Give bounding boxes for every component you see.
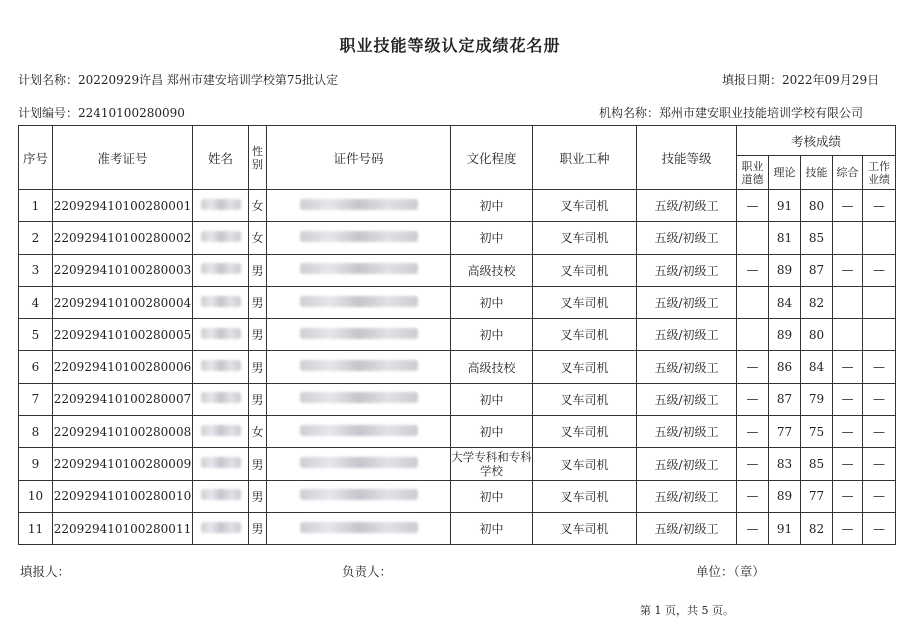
cell-score-work: —	[863, 448, 896, 480]
cell-education: 初中	[451, 190, 533, 222]
footer-responsible: 负责人：	[342, 564, 393, 579]
cell-score-work	[863, 319, 896, 351]
cell-score-theory: 83	[769, 448, 801, 480]
cell-id-number	[267, 319, 451, 351]
cell-name	[193, 512, 249, 544]
cell-skill-level: 五级/初级工	[637, 254, 737, 286]
cell-score-skill: 79	[801, 383, 833, 415]
cell-occupation: 叉车司机	[533, 319, 637, 351]
redacted-name	[201, 231, 241, 242]
redacted-name	[201, 296, 241, 307]
cell-skill-level: 五级/初级工	[637, 416, 737, 448]
cell-seq: 9	[19, 448, 53, 480]
redacted-id-number	[300, 489, 418, 500]
redacted-id-number	[300, 522, 418, 533]
header-seq: 序号	[19, 126, 53, 190]
cell-score-work: —	[863, 480, 896, 512]
cell-score-work	[863, 286, 896, 318]
cell-name	[193, 480, 249, 512]
cell-score-work	[863, 222, 896, 254]
cell-score-theory: 77	[769, 416, 801, 448]
cell-score-skill: 80	[801, 190, 833, 222]
cell-score-comprehensive: —	[833, 416, 863, 448]
cell-score-theory: 91	[769, 190, 801, 222]
cell-score-skill: 82	[801, 512, 833, 544]
cell-name	[193, 448, 249, 480]
cell-score-comprehensive: —	[833, 480, 863, 512]
cell-id-number	[267, 222, 451, 254]
cell-exam-number: 220929410100280004	[53, 286, 193, 318]
cell-exam-number: 220929410100280005	[53, 319, 193, 351]
footer-unit-seal: 单位：（章）	[696, 564, 765, 579]
cell-score-skill: 80	[801, 319, 833, 351]
cell-exam-number: 220929410100280007	[53, 383, 193, 415]
cell-id-number	[267, 383, 451, 415]
cell-exam-number: 220929410100280011	[53, 512, 193, 544]
cell-seq: 10	[19, 480, 53, 512]
cell-skill-level: 五级/初级工	[637, 319, 737, 351]
cell-id-number	[267, 286, 451, 318]
cell-score-comprehensive: —	[833, 190, 863, 222]
cell-skill-level: 五级/初级工	[637, 351, 737, 383]
cell-id-number	[267, 190, 451, 222]
cell-gender: 男	[249, 351, 267, 383]
cell-exam-number: 220929410100280001	[53, 190, 193, 222]
header-score-skill: 技能	[801, 156, 833, 190]
redacted-name	[201, 457, 241, 468]
table-row	[19, 416, 896, 448]
cell-education: 高级技校	[451, 254, 533, 286]
cell-score-theory: 89	[769, 319, 801, 351]
table-row	[19, 254, 896, 286]
cell-seq: 5	[19, 319, 53, 351]
cell-score-moral: —	[737, 190, 769, 222]
table-row	[19, 383, 896, 415]
report-date: 填报日期：2022年09月29日	[722, 73, 880, 87]
cell-score-comprehensive: —	[833, 512, 863, 544]
cell-education: 初中	[451, 480, 533, 512]
cell-exam-number: 220929410100280006	[53, 351, 193, 383]
cell-score-skill: 85	[801, 222, 833, 254]
redacted-id-number	[300, 360, 418, 371]
table-row	[19, 480, 896, 512]
cell-id-number	[267, 512, 451, 544]
cell-score-skill: 84	[801, 351, 833, 383]
cell-gender: 男	[249, 286, 267, 318]
cell-score-comprehensive	[833, 319, 863, 351]
cell-score-theory: 84	[769, 286, 801, 318]
cell-seq: 11	[19, 512, 53, 544]
cell-name	[193, 319, 249, 351]
table-row	[19, 286, 896, 318]
redacted-name	[201, 425, 241, 436]
cell-score-comprehensive: —	[833, 351, 863, 383]
cell-exam-number: 220929410100280010	[53, 480, 193, 512]
header-name: 姓名	[193, 126, 249, 190]
cell-gender: 男	[249, 480, 267, 512]
table-row	[19, 351, 896, 383]
cell-skill-level: 五级/初级工	[637, 190, 737, 222]
redacted-id-number	[300, 328, 418, 339]
page-indicator: 第 1 页，共 5 页。	[640, 604, 734, 617]
organization-name: 机构名称：郑州市建安职业技能培训学校有限公司	[599, 106, 864, 120]
cell-seq: 3	[19, 254, 53, 286]
cell-occupation: 叉车司机	[533, 351, 637, 383]
header-score-work: 工作业绩	[863, 156, 896, 190]
cell-score-theory: 89	[769, 480, 801, 512]
redacted-name	[201, 360, 241, 371]
cell-score-skill: 75	[801, 416, 833, 448]
redacted-name	[201, 522, 241, 533]
cell-exam-number: 220929410100280009	[53, 448, 193, 480]
redacted-name	[201, 489, 241, 500]
redacted-id-number	[300, 263, 418, 274]
redacted-id-number	[300, 231, 418, 242]
cell-gender: 女	[249, 416, 267, 448]
cell-score-comprehensive: —	[833, 254, 863, 286]
cell-occupation: 叉车司机	[533, 286, 637, 318]
redacted-id-number	[300, 296, 418, 307]
cell-name	[193, 254, 249, 286]
table-row	[19, 448, 896, 480]
cell-occupation: 叉车司机	[533, 190, 637, 222]
cell-education: 初中	[451, 286, 533, 318]
cell-score-moral: —	[737, 254, 769, 286]
cell-name	[193, 190, 249, 222]
redacted-name	[201, 392, 241, 403]
cell-occupation: 叉车司机	[533, 448, 637, 480]
cell-occupation: 叉车司机	[533, 416, 637, 448]
header-occupation: 职业工种	[533, 126, 637, 190]
cell-score-moral: —	[737, 448, 769, 480]
footer-filler: 填报人：	[20, 564, 71, 579]
cell-occupation: 叉车司机	[533, 383, 637, 415]
cell-score-skill: 82	[801, 286, 833, 318]
cell-seq: 4	[19, 286, 53, 318]
redacted-id-number	[300, 199, 418, 210]
table-row	[19, 222, 896, 254]
cell-gender: 女	[249, 222, 267, 254]
cell-id-number	[267, 254, 451, 286]
cell-score-theory: 87	[769, 383, 801, 415]
cell-score-moral	[737, 319, 769, 351]
cell-id-number	[267, 448, 451, 480]
cell-gender: 男	[249, 254, 267, 286]
cell-score-moral	[737, 222, 769, 254]
cell-id-number	[267, 416, 451, 448]
cell-id-number	[267, 480, 451, 512]
cell-skill-level: 五级/初级工	[637, 383, 737, 415]
header-scores-group: 考核成绩	[737, 126, 896, 156]
cell-score-comprehensive	[833, 222, 863, 254]
cell-education: 初中	[451, 416, 533, 448]
cell-gender: 男	[249, 512, 267, 544]
cell-score-comprehensive: —	[833, 383, 863, 415]
redacted-name	[201, 263, 241, 274]
cell-score-theory: 89	[769, 254, 801, 286]
cell-seq: 1	[19, 190, 53, 222]
cell-name	[193, 222, 249, 254]
cell-score-skill: 85	[801, 448, 833, 480]
document-title: 职业技能等级认定成绩花名册	[339, 36, 561, 55]
header-score-theory: 理论	[769, 156, 801, 190]
cell-education: 初中	[451, 512, 533, 544]
header-score-moral: 职业道德	[737, 156, 769, 190]
cell-score-work: —	[863, 351, 896, 383]
cell-gender: 女	[249, 190, 267, 222]
table-row	[19, 319, 896, 351]
header-exam-number: 准考证号	[53, 126, 193, 190]
cell-skill-level: 五级/初级工	[637, 512, 737, 544]
cell-score-work: —	[863, 190, 896, 222]
cell-score-skill: 77	[801, 480, 833, 512]
cell-score-moral	[737, 286, 769, 318]
cell-score-skill: 87	[801, 254, 833, 286]
table-row	[19, 512, 896, 544]
redacted-name	[201, 199, 241, 210]
cell-score-comprehensive	[833, 286, 863, 318]
cell-seq: 7	[19, 383, 53, 415]
table-row	[19, 190, 896, 222]
cell-education: 初中	[451, 222, 533, 254]
header-education: 文化程度	[451, 126, 533, 190]
redacted-id-number	[300, 425, 418, 436]
cell-score-moral: —	[737, 480, 769, 512]
header-skill-level: 技能等级	[637, 126, 737, 190]
cell-score-moral: —	[737, 512, 769, 544]
cell-name	[193, 286, 249, 318]
cell-occupation: 叉车司机	[533, 222, 637, 254]
plan-name: 计划名称：20220929许昌 郑州市建安培训学校第75批认定	[18, 73, 339, 87]
header-score-comprehensive: 综合	[833, 156, 863, 190]
cell-gender: 男	[249, 383, 267, 415]
cell-education: 初中	[451, 383, 533, 415]
plan-number: 计划编号：22410100280090	[18, 106, 185, 120]
header-gender: 性别	[249, 126, 267, 190]
score-roster-table	[18, 125, 896, 545]
cell-score-work: —	[863, 416, 896, 448]
redacted-id-number	[300, 392, 418, 403]
redacted-name	[201, 328, 241, 339]
cell-gender: 男	[249, 319, 267, 351]
cell-skill-level: 五级/初级工	[637, 448, 737, 480]
cell-name	[193, 416, 249, 448]
cell-seq: 6	[19, 351, 53, 383]
cell-occupation: 叉车司机	[533, 512, 637, 544]
cell-exam-number: 220929410100280002	[53, 222, 193, 254]
cell-skill-level: 五级/初级工	[637, 480, 737, 512]
cell-occupation: 叉车司机	[533, 480, 637, 512]
cell-name	[193, 383, 249, 415]
cell-exam-number: 220929410100280003	[53, 254, 193, 286]
cell-name	[193, 351, 249, 383]
redacted-id-number	[300, 457, 418, 468]
cell-score-moral: —	[737, 416, 769, 448]
cell-seq: 2	[19, 222, 53, 254]
cell-score-comprehensive: —	[833, 448, 863, 480]
cell-score-theory: 86	[769, 351, 801, 383]
cell-score-moral: —	[737, 351, 769, 383]
cell-score-work: —	[863, 383, 896, 415]
cell-education: 高级技校	[451, 351, 533, 383]
cell-score-theory: 91	[769, 512, 801, 544]
cell-score-theory: 81	[769, 222, 801, 254]
cell-score-work: —	[863, 254, 896, 286]
cell-skill-level: 五级/初级工	[637, 222, 737, 254]
cell-exam-number: 220929410100280008	[53, 416, 193, 448]
cell-education: 大学专科和专科学校	[451, 448, 533, 480]
cell-seq: 8	[19, 416, 53, 448]
cell-gender: 男	[249, 448, 267, 480]
cell-score-moral: —	[737, 383, 769, 415]
cell-education: 初中	[451, 319, 533, 351]
cell-occupation: 叉车司机	[533, 254, 637, 286]
header-id-number: 证件号码	[267, 126, 451, 190]
cell-id-number	[267, 351, 451, 383]
cell-score-work: —	[863, 512, 896, 544]
cell-skill-level: 五级/初级工	[637, 286, 737, 318]
